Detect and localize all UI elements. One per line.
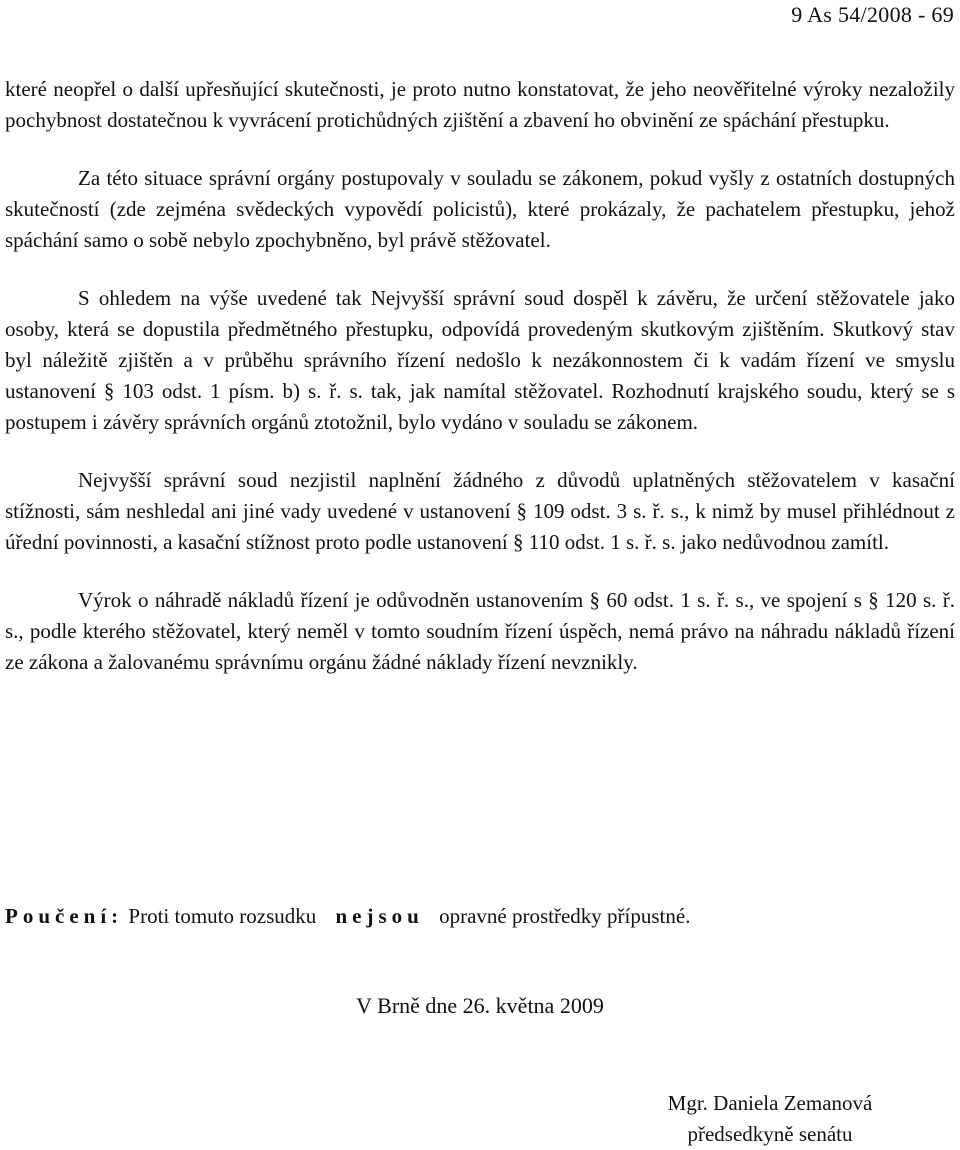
notice-text-after: opravné prostředky přípustné. <box>439 904 691 928</box>
paragraph-1: které neopřel o další upřesňující skutečnosti, je proto nutno konstatovat, že jeho neověřitelné výroky nezaložily pochybnost dostatečnou k vyvrácení protichůdných zjištění a zbavení ho obvinění ze spáchání přestupku. <box>5 77 955 132</box>
notice-label: Poučení: <box>5 904 124 928</box>
notice-emphasis: nejsou <box>335 904 424 928</box>
signature-block <box>590 1088 950 1150</box>
case-reference: 9 As 54/2008 - 69 <box>791 2 954 27</box>
paragraph-5: Výrok o náhradě nákladů řízení je odůvodněn ustanovením § 60 odst. 1 s. ř. s., ve spojení s § 120 s. ř. s., podle kterého stěžovatel, který neměl v tomto soudním řízení úspěch, nemá právo na náhradu nákladů řízení ze zákona a žalovanému správnímu orgánu žádné náklady řízení nevznikly. <box>5 588 955 674</box>
signatory-title: předsedkyně senátu <box>687 1122 853 1146</box>
paragraph-3: S ohledem na výše uvedené tak Nejvyšší správní soud dospěl k závěru, že určení stěžovatele jako osoby, která se dopustila předmětného přestupku, odpovídá provedeným skutkovým zjištěním. Skutkový stav byl náležitě zjištěn a v průběhu správního řízení nedošlo k nezákonnostem či k vadám řízení ve smyslu ustanovení § 103 odst. 1 písm. b) s. ř. s. tak, jak namítal stěžovatel. Rozhodnutí krajského soudu, který se s postupem i závěry správních orgánů ztotožnil, bylo vydáno v souladu se zákonem. <box>5 286 955 434</box>
signatory-name: Mgr. Daniela Zemanová <box>667 1091 873 1115</box>
legal-notice <box>5 904 955 929</box>
place-and-date: V Brně dne 26. května 2009 <box>356 993 604 1018</box>
notice-text-before: Proti tomuto rozsudku <box>128 904 317 928</box>
paragraph-4: Nejvyšší správní soud nezjistil naplnění žádného z důvodů uplatněných stěžovatelem v kasační stížnosti, sám neshledal ani jiné vady uvedené v ustanovení § 109 odst. 3 s. ř. s., k nimž by musel přihlédnout z úřední povinnosti, a kasační stížnost proto podle ustanovení § 110 odst. 1 s. ř. s. jako nedůvodnou zamítl. <box>5 468 955 554</box>
document-body <box>5 74 955 678</box>
paragraph-2: Za této situace správní orgány postupovaly v souladu se zákonem, pokud vyšly z ostatních dostupných skutečností (zde zejména svědeckých vypovědí policistů), které prokázaly, že pachatelem přestupku, jehož spáchání samo o sobě nebylo zpochybněno, byl právě stěžovatel. <box>5 166 955 252</box>
